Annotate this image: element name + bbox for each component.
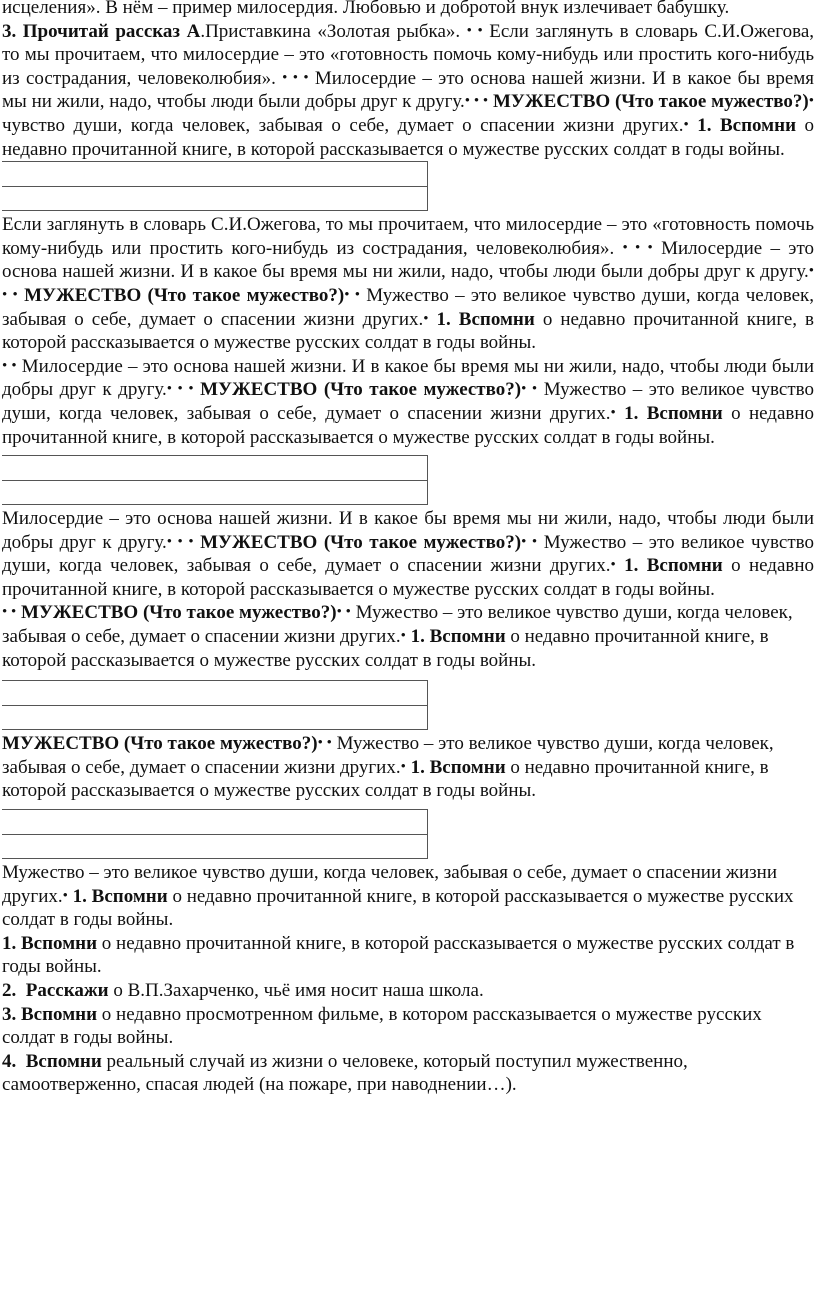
text-courage-def: Мужество – это великое чувство души, когда человек, забывая о себе, думает о спасении жизни других. <box>2 862 777 907</box>
paragraph-2 <box>2 213 814 355</box>
text-recall: о недавно прочитанной книге, в которой рассказывается о мужестве русских солдат в годы войны. <box>2 885 794 931</box>
text-recall: о недавно прочитанной книге, в которой рассказывается о мужестве русских солдат в годы войны. <box>2 402 815 448</box>
bullet-dots: • • <box>336 604 351 621</box>
bullet-dot: • <box>808 93 815 110</box>
bullet-dot: • <box>610 404 616 421</box>
heading-courage: МУЖЕСТВО (Что такое мужество?) <box>200 379 522 401</box>
heading-courage: МУЖЕСТВО (Что такое мужество?) <box>24 284 345 306</box>
text-courage-def: чувство души, когда человек, забывая о себе, думает о спасении жизни других. <box>2 114 684 136</box>
text-ozhegov: Если заглянуть в словарь С.И.Ожегова, то мы прочитаем, что милосердие – это «готовность помочь кому-нибудь или простить кого-нибудь из сострадания, человеколюбия». <box>2 20 814 89</box>
paragraph-1 <box>2 0 814 161</box>
task-2-label: 2. Расскажи <box>2 980 109 1001</box>
text-recall: о недавно прочитанной книге, в которой рассказывается о мужестве русских солдат в годы войны. <box>2 626 769 671</box>
bullet-dots: • • <box>344 286 361 303</box>
task-1-label: 1. Вспомни <box>2 932 98 954</box>
bullet-dots: • • • <box>622 239 653 256</box>
recall-label: 1. Вспомни <box>410 756 506 778</box>
bullet-dots: • • • <box>464 93 489 110</box>
task-1-text: о недавно прочитанной книге, в которой рассказывается о мужестве русских солдат в годы войны. <box>2 932 795 978</box>
bullet-dots: • • • <box>166 533 194 550</box>
answer-box[interactable] <box>2 809 428 859</box>
text-recall: о недавно прочитанной книге, в которой рассказывается о мужестве русских солдат в годы войны. <box>2 555 815 600</box>
text-courage-def: Мужество – это великое чувство души, когда человек, забывая о себе, думает о спасении жизни других. <box>2 531 814 577</box>
heading-courage: МУЖЕСТВО (Что такое мужество?) <box>21 602 337 624</box>
bullet-dots: • • • <box>282 69 309 86</box>
answer-box[interactable] <box>2 455 428 505</box>
text-courage-def: Мужество – это великое чувство души, когда человек, забывая о себе, думает о спасении жизни других. <box>2 733 774 778</box>
task-4-text: реальный случай из жизни о человеке, который поступил мужественно, самоотверженно, спасая людей (на пожаре, при наводнении…). <box>2 1050 688 1096</box>
paragraph-6 <box>2 732 814 803</box>
text-courage-def: Мужество – это великое чувство души, когда человек, забывая о себе, думает о спасении жизни других. <box>2 379 814 424</box>
bullet-dots: • • • <box>166 381 194 398</box>
text-mercy-basis: Милосердие – это основа нашей жизни. И в какое бы время мы ни жили, надо, чтобы люди были добры друг к другу. <box>2 237 814 283</box>
text-courage-def: Мужество – это великое чувство души, когда человек, забывая о себе, думает о спасении жизни других. <box>2 284 814 330</box>
task-3-text: о недавно просмотренном фильме, в котором рассказывается о мужестве русских солдат в годы войны. <box>2 1003 762 1049</box>
bullet-dots: • • <box>2 357 17 374</box>
task-item-3 <box>2 1003 814 1050</box>
recall-label: 1. Вспомни <box>624 402 723 424</box>
task-item-2 <box>2 979 814 1003</box>
recall-label: 1. Вспомни <box>697 114 797 136</box>
text-recall: о недавно прочитанной книге, в которой рассказывается о мужестве русских солдат в годы войны. <box>2 308 815 354</box>
paragraph-4 <box>2 507 814 601</box>
bullet-dot: • <box>62 887 68 904</box>
text-mercy-basis: Милосердие – это основа нашей жизни. И в какое бы время мы ни жили, надо, чтобы люди были добры друг к другу. <box>2 355 814 401</box>
recall-label: 1. Вспомни <box>624 555 723 577</box>
text-healing: исцеления». В нём – пример милосердия. Любовью и добротой внук излечивает бабушку. <box>2 0 730 18</box>
recall-label: 1. Вспомни <box>72 885 168 907</box>
heading-courage: МУЖЕСТВО (Что такое мужество?) <box>492 91 809 113</box>
bullet-dot: • <box>400 628 406 645</box>
bullet-dot: • <box>683 116 689 133</box>
bullet-dots: • • <box>2 604 17 621</box>
text-courage-def: Мужество – это великое чувство души, когда человек, забывая о себе, думает о спасении жизни других. <box>2 602 793 648</box>
answer-box[interactable] <box>2 680 428 730</box>
bullet-dots: • • <box>466 22 483 39</box>
task-3-text: .Приставкина «Золотая рыбка». <box>200 20 461 42</box>
task-item-1 <box>2 932 814 979</box>
recall-label: 1. Вспомни <box>436 308 535 330</box>
answer-box[interactable] <box>2 161 428 211</box>
text-mercy-basis: Милосердие – это основа нашей жизни. И в какое бы время мы ни жили, надо, чтобы люди были добры друг к другу. <box>2 508 814 553</box>
paragraph-5 <box>2 601 814 672</box>
bullet-dots: • • <box>521 533 538 550</box>
task-4-label: 4. Вспомни <box>2 1050 102 1072</box>
recall-label: 1. Вспомни <box>410 626 506 648</box>
text-recall: о недавно прочитанной книге, в которой рассказывается о мужестве русских солдат в годы войны. <box>2 114 815 160</box>
text-ozhegov: Если заглянуть в словарь С.И.Ожегова, то мы прочитаем, что милосердие – это «готовность помочь кому-нибудь или простить кого-нибудь из сострадания, человеколюбия». <box>2 214 814 259</box>
text-recall: о недавно прочитанной книге, в которой рассказывается о мужестве русских солдат в годы войны. <box>2 756 769 802</box>
bullet-dot: • <box>610 557 616 574</box>
heading-courage: МУЖЕСТВО (Что такое мужество?) <box>200 531 522 553</box>
heading-courage: МУЖЕСТВО (Что такое мужество?) <box>2 733 318 755</box>
bullet-dots: • • <box>317 735 332 752</box>
bullet-dot: • <box>423 310 429 327</box>
text-mercy-basis: Милосердие – это основа нашей жизни. И в какое бы время мы ни жили, надо, чтобы люди были добры друг к другу. <box>2 67 815 113</box>
task-3-label: 3. Прочитай рассказ А <box>2 20 201 42</box>
task-item-4 <box>2 1050 814 1097</box>
bullet-dots: • • <box>521 381 538 398</box>
task-3-label: 3. Вспомни <box>2 1003 98 1025</box>
bullet-dot: • <box>400 758 406 775</box>
bullet-dots: • • • <box>2 263 814 303</box>
paragraph-7 <box>2 861 814 932</box>
task-2-text: о В.П.Захарченко, чьё имя носит наша школа. <box>113 980 484 1001</box>
paragraph-3 <box>2 355 814 449</box>
